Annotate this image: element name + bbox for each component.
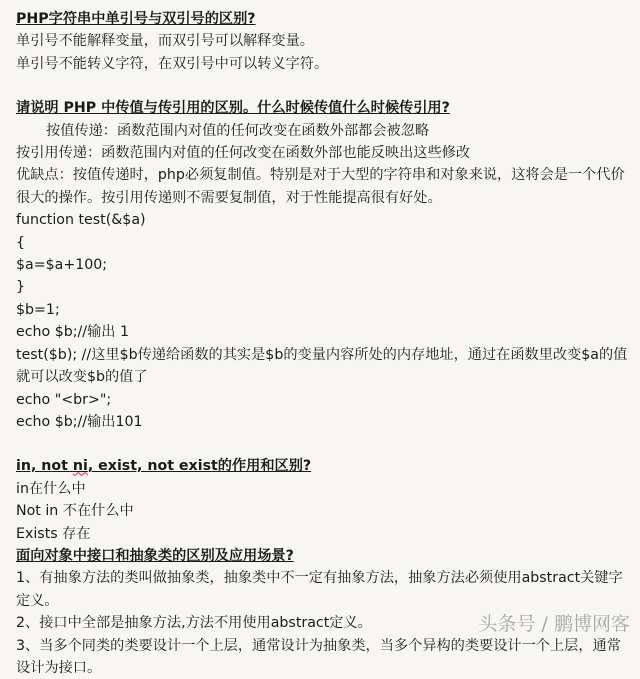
code-line: echo $b;//输出 1 <box>16 324 129 341</box>
code-line: echo $b;//输出101 <box>16 413 143 430</box>
text-line: 单引号不能转义字符，在双引号中可以转义字符。 <box>16 55 329 72</box>
section-heading-in-exist <box>16 455 634 477</box>
spacer <box>16 433 634 455</box>
text-line: 按值传递：函数范围内对值的任何改变在函数外部都会被忽略 <box>46 122 430 139</box>
heading-part: , exist, not exist的作用和区别? <box>87 458 312 475</box>
section-heading-interface-abstract: 面向对象中接口和抽象类的区别及应用场景? <box>16 547 294 564</box>
spellcheck-typo: ni <box>72 458 88 475</box>
list-item: 2、接口中全部是抽象方法,方法不用使用abstract定义。 <box>16 615 372 632</box>
text-line: in在什么中 <box>16 480 86 497</box>
text-line: Exists 存在 <box>16 525 91 542</box>
section-heading-pass-by: 请说明 PHP 中传值与传引用的区别。什么时候传值什么时候传引用? <box>16 100 450 117</box>
list-item: 3、当多个同类的类要设计一个上层，通常设计为抽象类，当多个异构的类要设计一个上层，通常设计为接口。 <box>16 637 621 676</box>
code-line: { <box>16 234 26 251</box>
spacer <box>16 75 634 97</box>
code-line: $a=$a+100; <box>16 257 108 274</box>
watermark: 头条号 / 鹏博网客 <box>478 613 630 635</box>
code-line: $b=1; <box>16 301 60 318</box>
code-line: function test(&$a) <box>16 212 146 229</box>
list-item: 1、有抽象方法的类叫做抽象类，抽象类中不一定有抽象方法，抽象方法必须使用abstract关键字定义。 <box>16 570 623 609</box>
text-line: Not in 不在什么中 <box>16 503 134 520</box>
heading-part: in, not <box>16 458 73 475</box>
code-line: echo "<br>"; <box>16 391 112 408</box>
code-line: test($b); //这里$b传递给函数的其实是$b的变量内容所处的内存地址，通过在函数里改变$a的值就可以改变$b的值了 <box>16 346 628 386</box>
text-line: 单引号不能解释变量，而双引号可以解释变量。 <box>16 33 314 50</box>
text-paragraph: 优缺点：按值传递时，php必须复制值。特别是对于大型的字符串和对象来说，这将会是一个代价很大的操作。按引用传递则不需要复制值，对于性能提高很有好处。 <box>16 167 625 206</box>
section-heading-quotes: PHP字符串中单引号与双引号的区别? <box>16 11 256 27</box>
text-line: 按引用传递：函数范围内对值的任何改变在函数外部也能反映出这些修改 <box>16 145 471 162</box>
code-line: } <box>16 279 26 296</box>
article-body <box>16 8 634 679</box>
